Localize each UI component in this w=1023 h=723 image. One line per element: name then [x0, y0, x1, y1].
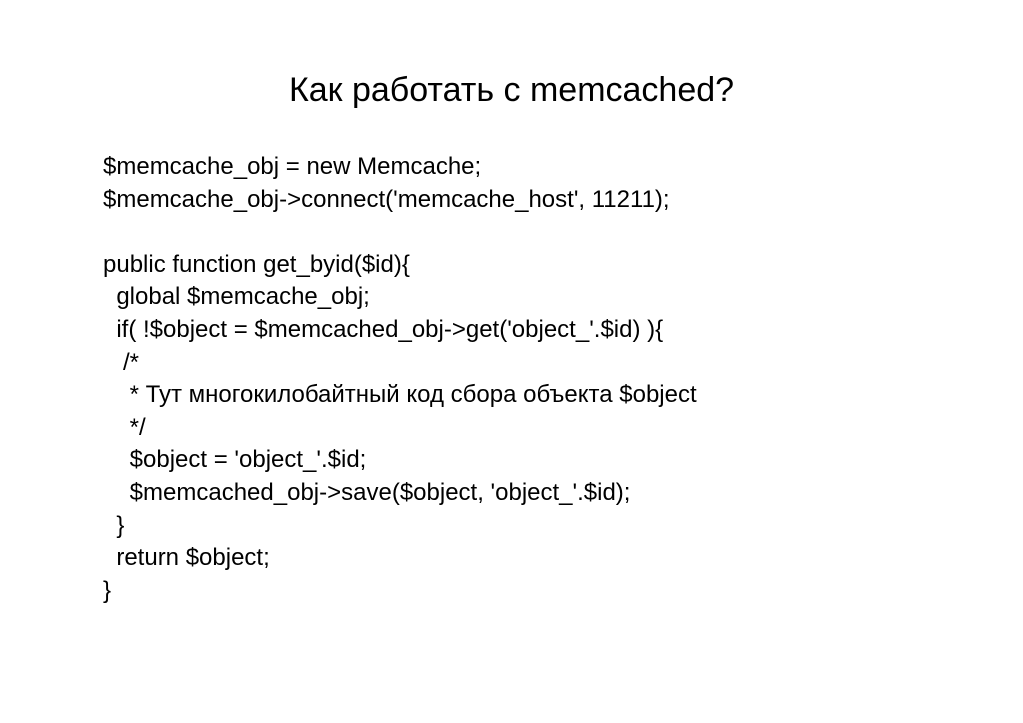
code-line: $object = 'object_'.$id; — [103, 446, 367, 474]
code-line: return $object; — [103, 544, 270, 572]
slide-title: Как работать с memcached? — [288, 71, 735, 109]
code-line: global $memcache_obj; — [103, 283, 370, 311]
code-line: $memcache_obj = new Memcache; — [103, 153, 482, 180]
code-block — [103, 151, 697, 607]
code-line: /* — [103, 348, 140, 376]
code-line: } — [103, 576, 112, 604]
code-line: $memcached_obj->save($object, 'object_'.$id); — [103, 478, 631, 506]
code-line: */ — [103, 413, 146, 441]
code-line: $memcache_obj->connect('memcache_host', 11211); — [103, 185, 670, 213]
code-line: if( !$object = $memcached_obj->get('object_'.$id) ){ — [103, 315, 664, 343]
code-line: } — [103, 511, 125, 539]
code-line: * Тут многокилобайтный код сбора объекта $object — [103, 381, 697, 409]
code-line: public function get_byid($id){ — [103, 250, 410, 278]
code-line-blank — [103, 216, 697, 249]
